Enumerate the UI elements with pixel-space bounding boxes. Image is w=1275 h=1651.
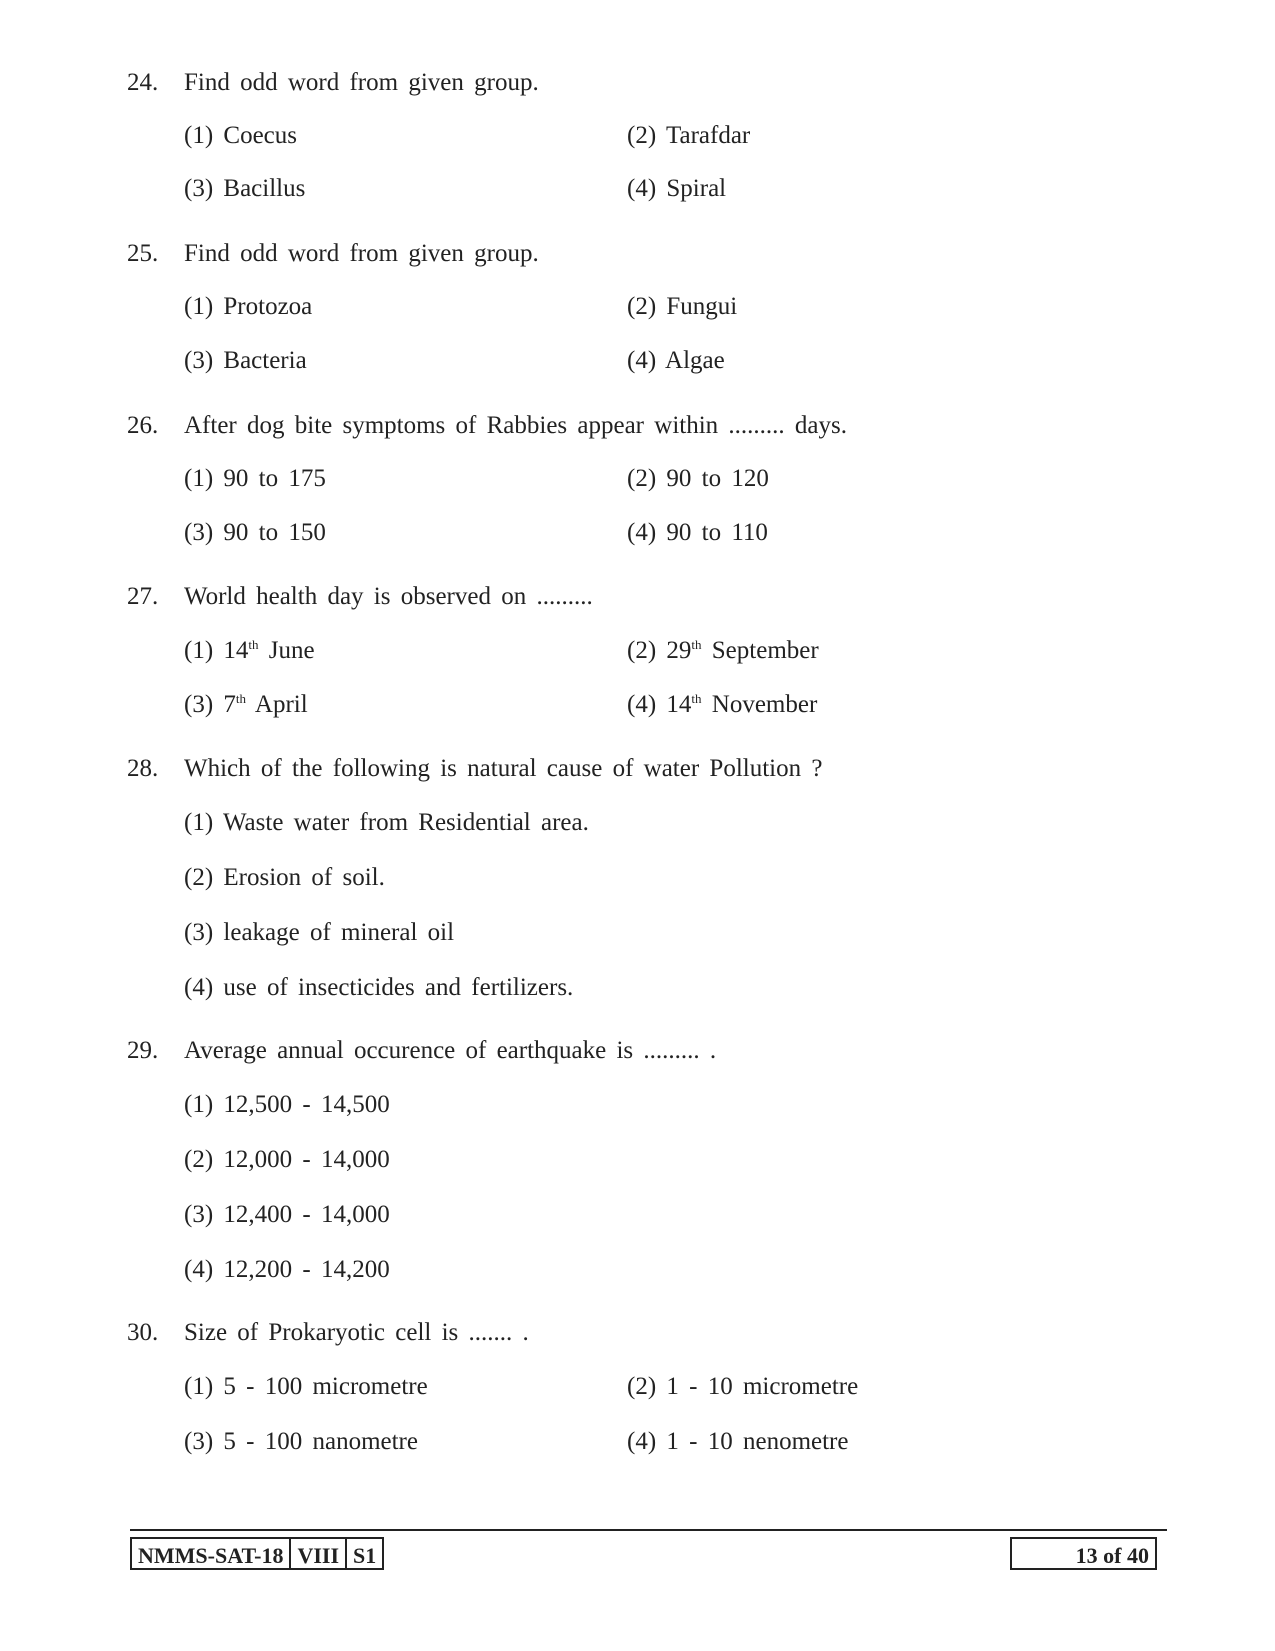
option-4: (4) 1 - 10 nenometre (627, 1428, 849, 1455)
option-3: (3) Bacteria (184, 347, 307, 374)
option-3: (3) 7th April (184, 691, 308, 718)
option-3: (3) Bacillus (184, 175, 306, 202)
option-2: (2) Erosion of soil. (184, 864, 385, 891)
option-4: (4) Algae (627, 347, 725, 374)
footer-page-number (1010, 1537, 1157, 1570)
option-2: (2) 1 - 10 micrometre (627, 1373, 859, 1400)
footer-divider (130, 1529, 1167, 1531)
option-1: (1) 90 to 175 (184, 465, 326, 492)
option-4: (4) use of insecticides and fertilizers. (184, 974, 574, 1001)
option-1: (1) 5 - 100 micrometre (184, 1373, 428, 1400)
option-2: (2) 29th September (627, 637, 819, 664)
option-2: (2) Fungui (627, 293, 738, 320)
option-1: (1) Protozoa (184, 293, 313, 320)
page-number: 13 of 40 (1075, 1543, 1149, 1568)
question-text: World health day is observed on ......... (184, 583, 593, 610)
option-2: (2) 12,000 - 14,000 (184, 1146, 390, 1173)
option-4: (4) 14th November (627, 691, 818, 718)
question-number: 27. (127, 583, 159, 610)
question-number: 24. (127, 69, 159, 96)
option-1: (1) 12,500 - 14,500 (184, 1091, 390, 1118)
option-2: (2) 90 to 120 (627, 465, 769, 492)
option-4: (4) 90 to 110 (627, 519, 768, 546)
question-text: Which of the following is natural cause of water Pollution ? (184, 755, 823, 782)
option-2: (2) Tarafdar (627, 122, 751, 149)
question-number: 28. (127, 755, 159, 782)
option-4: (4) 12,200 - 14,200 (184, 1256, 390, 1283)
question-number: 26. (127, 412, 159, 439)
question-text: Average annual occurence of earthquake is ......... . (184, 1037, 717, 1064)
option-1: (1) 14th June (184, 637, 315, 664)
option-3: (3) leakage of mineral oil (184, 919, 455, 946)
footer-exam-info (130, 1537, 384, 1570)
question-text: After dog bite symptoms of Rabbies appear within ......... days. (184, 412, 847, 439)
question-number: 30. (127, 1319, 159, 1346)
question-text: Size of Prokaryotic cell is ....... . (184, 1319, 529, 1346)
option-1: (1) Waste water from Residential area. (184, 809, 589, 836)
question-number: 29. (127, 1037, 159, 1064)
option-3: (3) 5 - 100 nanometre (184, 1428, 418, 1455)
question-number: 25. (127, 240, 159, 267)
option-3: (3) 90 to 150 (184, 519, 326, 546)
standard: VIII (291, 1539, 347, 1568)
option-1: (1) Coecus (184, 122, 297, 149)
question-text: Find odd word from given group. (184, 69, 539, 96)
option-4: (4) Spiral (627, 175, 727, 202)
question-text: Find odd word from given group. (184, 240, 539, 267)
option-3: (3) 12,400 - 14,000 (184, 1201, 390, 1228)
exam-code: NMMS-SAT-18 (132, 1539, 291, 1568)
set-code: S1 (353, 1543, 377, 1568)
